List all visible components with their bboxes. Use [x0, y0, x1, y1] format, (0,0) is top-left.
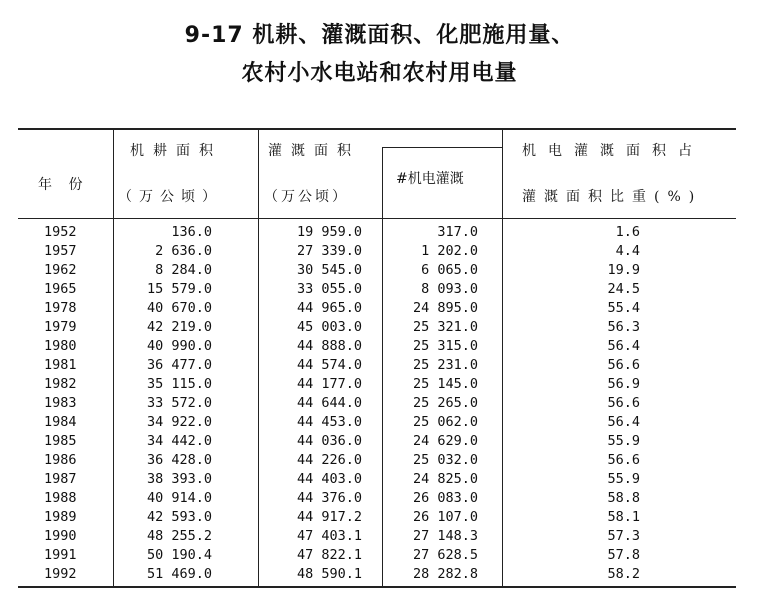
- table-row: [0, 490, 759, 509]
- cell-year: 1990: [44, 528, 77, 544]
- table-row: [0, 338, 759, 357]
- cell-irr-area: 47 403.1: [296, 528, 362, 544]
- cell-mech-area: 36 428.0: [146, 452, 212, 468]
- cell-irr-area: 48 590.1: [296, 566, 362, 582]
- top-rule: [18, 128, 736, 130]
- cell-elec-irr: 8 093.0: [421, 281, 478, 297]
- cell-ratio: 56.3: [607, 319, 640, 335]
- cell-irr-area: 30 545.0: [296, 262, 362, 278]
- cell-elec-irr: 27 628.5: [412, 547, 478, 563]
- table-row: [0, 357, 759, 376]
- cell-ratio: 56.6: [607, 395, 640, 411]
- bottom-rule: [18, 586, 736, 588]
- cell-irr-area: 27 339.0: [296, 243, 362, 259]
- cell-mech-area: 8 284.0: [155, 262, 212, 278]
- cell-irr-area: 44 965.0: [296, 300, 362, 316]
- cell-ratio: 56.6: [607, 452, 640, 468]
- cell-irr-area: 44 226.0: [296, 452, 362, 468]
- cell-ratio: 57.3: [607, 528, 640, 544]
- table-row: [0, 528, 759, 547]
- cell-irr-area: 44 376.0: [296, 490, 362, 506]
- cell-year: 1952: [44, 224, 77, 240]
- cell-ratio: 19.9: [607, 262, 640, 278]
- cell-elec-irr: 25 231.0: [412, 357, 478, 373]
- cell-ratio: 57.8: [607, 547, 640, 563]
- cell-ratio: 1.6: [615, 224, 640, 240]
- cell-elec-irr: 27 148.3: [412, 528, 478, 544]
- cell-irr-area: 44 036.0: [296, 433, 362, 449]
- cell-mech-area: 48 255.2: [146, 528, 212, 544]
- cell-irr-area: 19 959.0: [296, 224, 362, 240]
- subheader-rule: [382, 147, 502, 148]
- table-row: [0, 433, 759, 452]
- cell-mech-area: 136.0: [171, 224, 212, 240]
- header-year: 年 份: [38, 177, 89, 193]
- cell-elec-irr: 25 062.0: [412, 414, 478, 430]
- cell-elec-irr: 26 107.0: [412, 509, 478, 525]
- cell-mech-area: 36 477.0: [146, 357, 212, 373]
- cell-irr-area: 44 644.0: [296, 395, 362, 411]
- cell-mech-area: 42 593.0: [146, 509, 212, 525]
- cell-mech-area: 38 393.0: [146, 471, 212, 487]
- cell-ratio: 55.4: [607, 300, 640, 316]
- cell-ratio: 58.8: [607, 490, 640, 506]
- cell-ratio: 58.1: [607, 509, 640, 525]
- table-row: [0, 281, 759, 300]
- cell-elec-irr: 1 202.0: [421, 243, 478, 259]
- cell-irr-area: 44 917.2: [296, 509, 362, 525]
- cell-mech-area: 40 990.0: [146, 338, 212, 354]
- cell-year: 1989: [44, 509, 77, 525]
- cell-ratio: 56.4: [607, 414, 640, 430]
- cell-mech-area: 40 914.0: [146, 490, 212, 506]
- cell-irr-area: 44 888.0: [296, 338, 362, 354]
- cell-ratio: 4.4: [615, 243, 640, 259]
- cell-year: 1987: [44, 471, 77, 487]
- cell-elec-irr: 26 083.0: [412, 490, 478, 506]
- table-title-line2: 农村小水电站和农村用电量: [241, 61, 518, 86]
- cell-ratio: 56.6: [607, 357, 640, 373]
- cell-mech-area: 50 190.4: [146, 547, 212, 563]
- table-row: [0, 243, 759, 262]
- cell-mech-area: 51 469.0: [146, 566, 212, 582]
- cell-year: 1962: [44, 262, 77, 278]
- table-row: [0, 300, 759, 319]
- cell-ratio: 55.9: [607, 433, 640, 449]
- table-row: [0, 452, 759, 471]
- table-row: [0, 395, 759, 414]
- header-bottom-rule: [18, 218, 736, 219]
- header-ratio-line2: 灌溉面积比重(%): [522, 189, 703, 205]
- cell-year: 1983: [44, 395, 77, 411]
- table-row: [0, 376, 759, 395]
- cell-mech-area: 34 442.0: [146, 433, 212, 449]
- header-irr-area: 灌溉面积: [268, 143, 360, 159]
- cell-year: 1984: [44, 414, 77, 430]
- cell-elec-irr: 25 265.0: [412, 395, 478, 411]
- table-row: [0, 262, 759, 281]
- header-irr-unit: （万公顷）: [264, 189, 349, 205]
- cell-elec-irr: 28 282.8: [412, 566, 478, 582]
- cell-mech-area: 35 115.0: [146, 376, 212, 392]
- cell-mech-area: 15 579.0: [146, 281, 212, 297]
- cell-year: 1991: [44, 547, 77, 563]
- table-row: [0, 471, 759, 490]
- cell-elec-irr: 6 065.0: [421, 262, 478, 278]
- cell-elec-irr: 25 032.0: [412, 452, 478, 468]
- table-row: [0, 414, 759, 433]
- cell-mech-area: 40 670.0: [146, 300, 212, 316]
- cell-irr-area: 44 403.0: [296, 471, 362, 487]
- cell-irr-area: 47 822.1: [296, 547, 362, 563]
- cell-year: 1985: [44, 433, 77, 449]
- header-mech-area: 机耕面积: [130, 143, 222, 159]
- cell-year: 1965: [44, 281, 77, 297]
- cell-elec-irr: 25 321.0: [412, 319, 478, 335]
- cell-year: 1978: [44, 300, 77, 316]
- cell-ratio: 56.9: [607, 376, 640, 392]
- cell-year: 1979: [44, 319, 77, 335]
- cell-year: 1986: [44, 452, 77, 468]
- cell-year: 1957: [44, 243, 77, 259]
- cell-year: 1980: [44, 338, 77, 354]
- cell-year: 1992: [44, 566, 77, 582]
- table-row: [0, 319, 759, 338]
- cell-irr-area: 33 055.0: [296, 281, 362, 297]
- header-ratio-line1: 机电灌溉面积占: [522, 143, 704, 159]
- cell-year: 1981: [44, 357, 77, 373]
- table-row: [0, 224, 759, 243]
- cell-ratio: 24.5: [607, 281, 640, 297]
- table-row: [0, 509, 759, 528]
- header-mech-unit: （万公顷）: [118, 189, 223, 205]
- cell-irr-area: 44 453.0: [296, 414, 362, 430]
- cell-elec-irr: 24 629.0: [412, 433, 478, 449]
- cell-elec-irr: 25 145.0: [412, 376, 478, 392]
- cell-elec-irr: 24 895.0: [412, 300, 478, 316]
- cell-ratio: 55.9: [607, 471, 640, 487]
- cell-irr-area: 45 003.0: [296, 319, 362, 335]
- cell-irr-area: 44 177.0: [296, 376, 362, 392]
- cell-mech-area: 34 922.0: [146, 414, 212, 430]
- cell-mech-area: 42 219.0: [146, 319, 212, 335]
- cell-year: 1982: [44, 376, 77, 392]
- table-row: [0, 566, 759, 585]
- table-row: [0, 547, 759, 566]
- cell-irr-area: 44 574.0: [296, 357, 362, 373]
- cell-elec-irr: 317.0: [437, 224, 478, 240]
- cell-mech-area: 2 636.0: [155, 243, 212, 259]
- table-body: [0, 224, 759, 585]
- cell-elec-irr: 24 825.0: [412, 471, 478, 487]
- table-title-line1: 9-17 机耕、灌溉面积、化肥施用量、: [184, 23, 575, 48]
- cell-ratio: 58.2: [607, 566, 640, 582]
- cell-year: 1988: [44, 490, 77, 506]
- cell-ratio: 56.4: [607, 338, 640, 354]
- cell-mech-area: 33 572.0: [146, 395, 212, 411]
- header-elec-irr: #机电灌溉: [396, 171, 464, 187]
- cell-elec-irr: 25 315.0: [412, 338, 478, 354]
